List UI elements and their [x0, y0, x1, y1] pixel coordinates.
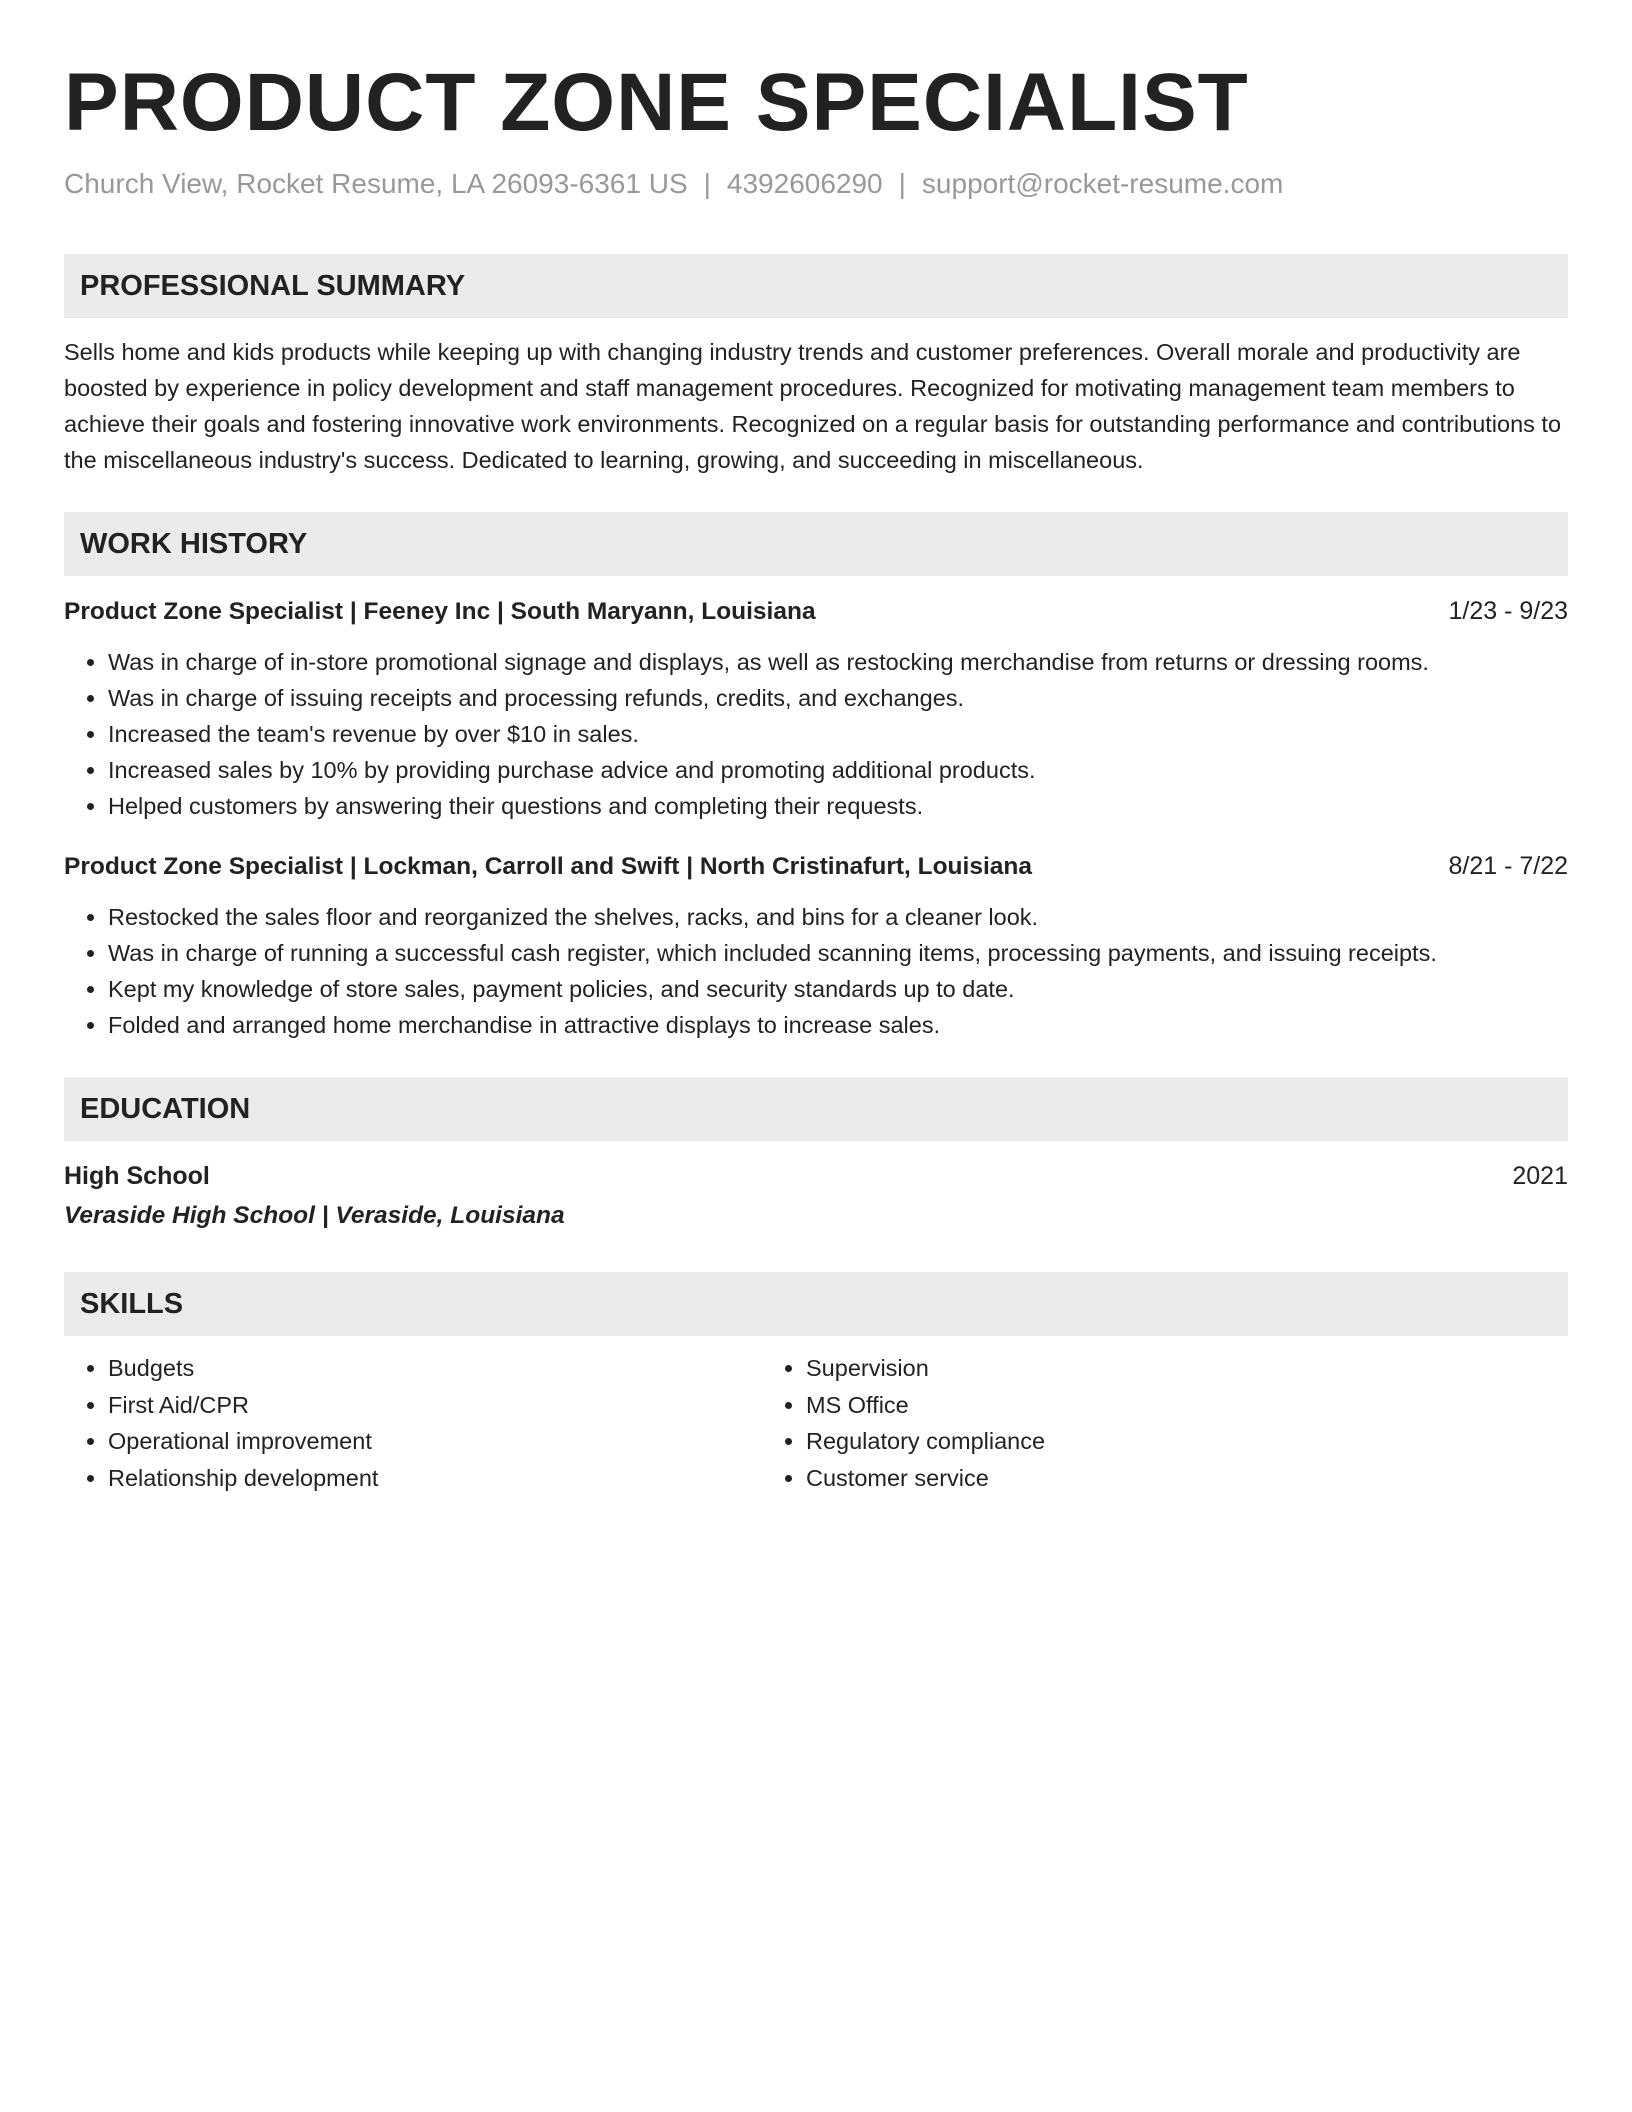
contact-email: support@rocket-resume.com [921, 168, 1284, 199]
summary-text: Sells home and kids products while keeping up with changing industry trends and customer preferences. Overall morale and productivity are boosted by experience in policy development and staff management procedures. Recognized for motivating management team members to achieve their goals and fostering innovative work environments. Recognized on a regular basis for outstanding performance and contributions to the miscellaneous industry's success. Dedicated to learning, growing, and succeeding in miscellaneous. [64, 339, 1562, 473]
job-header [64, 593, 1568, 630]
job-title: Product Zone Specialist | Lockman, Carroll and Swift | North Cristinafurt, Louisiana [64, 853, 1032, 880]
contact-phone: 4392606290 [726, 168, 883, 199]
skills-list [64, 1350, 1568, 1496]
job-bullet: • Kept my knowledge of store sales, payment policies, and security standards up to date. [108, 971, 1568, 1007]
job-title: Product Zone Specialist | Feeney Inc | South Maryann, Louisiana [64, 598, 816, 625]
skill-item: • Customer service [806, 1460, 1460, 1497]
job-bullet: • Helped customers by answering their questions and completing their requests. [108, 788, 1568, 824]
skills-heading: SKILLS [64, 1272, 1568, 1336]
job-bullets [64, 644, 1568, 824]
education-school: Veraside High School | Veraside, Louisiana [64, 1202, 565, 1229]
job-dates: 1/23 - 9/23 [1448, 597, 1568, 625]
skills-column-left [64, 1350, 762, 1496]
job-entry [64, 593, 1568, 824]
skill-item: • Relationship development [108, 1460, 762, 1497]
resume-name: PRODUCT ZONE SPECIALIST [64, 57, 1249, 148]
job-bullet: • Was in charge of issuing receipts and processing refunds, credits, and exchanges. [108, 680, 1568, 716]
skill-item: • Operational improvement [108, 1423, 762, 1460]
skill-item: • MS Office [806, 1387, 1460, 1424]
education-heading: EDUCATION [64, 1077, 1568, 1141]
education-degree: High School [64, 1162, 210, 1190]
job-entry [64, 848, 1568, 1043]
job-bullet: • Was in charge of running a successful cash register, which included scanning items, processing payments, and issuing receipts. [108, 935, 1568, 971]
skill-item: • Budgets [108, 1350, 762, 1387]
skill-item: • Supervision [806, 1350, 1460, 1387]
job-bullet: • Was in charge of in-store promotional signage and displays, as well as restocking merchandise from returns or dressing rooms. [108, 644, 1568, 680]
contact-line [64, 166, 1568, 202]
contact-separator: | [703, 168, 711, 199]
skills-column-right [762, 1350, 1460, 1496]
work-history-heading: WORK HISTORY [64, 512, 1568, 576]
summary-heading: PROFESSIONAL SUMMARY [64, 254, 1568, 318]
job-bullets [64, 899, 1568, 1043]
education-year: 2021 [1512, 1162, 1568, 1190]
resume-page [64, 0, 1568, 1496]
contact-separator: | [898, 168, 906, 199]
education-entry [64, 1158, 1568, 1194]
job-bullet: • Folded and arranged home merchandise in attractive displays to increase sales. [108, 1007, 1568, 1043]
skill-item: • First Aid/CPR [108, 1387, 762, 1424]
job-bullet: • Restocked the sales floor and reorganized the shelves, racks, and bins for a cleaner look. [108, 899, 1568, 935]
job-header [64, 848, 1568, 885]
job-dates: 8/21 - 7/22 [1448, 852, 1568, 880]
job-bullet: • Increased the team's revenue by over $10 in sales. [108, 716, 1568, 752]
job-bullet: • Increased sales by 10% by providing purchase advice and promoting additional products. [108, 752, 1568, 788]
skill-item: • Regulatory compliance [806, 1423, 1460, 1460]
contact-address: Church View, Rocket Resume, LA 26093-6361 US [64, 168, 688, 199]
